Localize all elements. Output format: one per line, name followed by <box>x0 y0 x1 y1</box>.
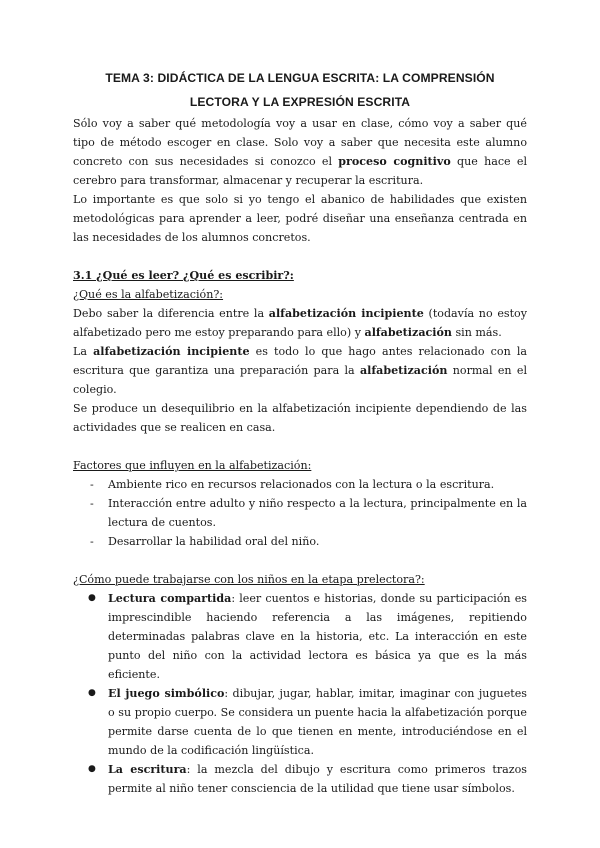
section-paragraph-3: Se produce un desequilibrio en la alfabetización incipiente dependiendo de las actividades que se realicen en casa. <box>73 402 527 434</box>
document-title <box>73 66 527 114</box>
section-heading-3-1: 3.1 ¿Qué es leer? ¿Qué es escribir?: <box>73 269 294 282</box>
list-item: - Ambiente rico en recursos relacionados con la lectura o la escritura. <box>73 475 527 494</box>
factors-heading: Factores que influyen en la alfabetización: <box>73 459 312 472</box>
list-item: ● Lectura compartida: leer cuentos e historias, donde su participación es imprescindible haciendo referencia a las imágenes, repitiendo determinadas palabras clave en la historia, etc. La interacción en este punto del niño con la actividad lectora es básica ya que es la más eficiente. <box>73 589 527 684</box>
dash-marker: - <box>90 478 94 491</box>
subheading-alfabetizacion: ¿Qué es la alfabetización?: <box>73 288 224 301</box>
list-item: ● La escritura: la mezcla del dibujo y escritura como primeros trazos permite al niño tener consciencia de la utilidad que tiene usar símbolos. <box>73 760 527 798</box>
list-item: ● El juego simbólico: dibujar, jugar, hablar, imitar, imaginar con juguetes o su propio cuerpo. Se considera un puente hacia la alfabetización porque permite darse cuenta de lo que tienen en mente, introduciéndose en el mundo de la codificación lingüística. <box>73 684 527 760</box>
title-line-1: TEMA 3: DIDÁCTICA DE LA LENGUA ESCRITA: LA COMPRENSIÓN <box>105 71 495 85</box>
section-paragraph-2: La alfabetización incipiente es todo lo que hago antes relacionado con la escritura que garantiza una preparación para la alfabetización normal en el colegio. <box>73 345 528 396</box>
section-paragraph-1: Debo saber la diferencia entre la alfabetización incipiente (todavía no estoy alfabetizado pero me estoy preparando para ello) y alfabetización sin más. <box>73 307 527 339</box>
intro-paragraph-1: Sólo voy a saber qué metodología voy a usar en clase, cómo voy a saber qué tipo de método escoger en clase. Solo voy a saber que necesita este alumno concreto con sus necesidades si conozco el proceso cognitivo que hace el cerebro para transformar, almacenar y recuperar la escritura. <box>73 117 527 187</box>
bullet-icon: ● <box>88 593 96 603</box>
title-line-2: LECTORA Y LA EXPRESIÓN ESCRITA <box>189 95 411 109</box>
prereading-heading: ¿Cómo puede trabajarse con los niños en la etapa prelectora?: <box>73 573 425 586</box>
factors-list <box>73 475 527 551</box>
bullet-icon: ● <box>88 764 96 774</box>
list-item: - Desarrollar la habilidad oral del niño. <box>73 532 527 551</box>
document-page <box>73 66 527 798</box>
prereading-list <box>73 589 527 798</box>
intro-paragraph-2: Lo importante es que solo si yo tengo el abanico de habilidades que existen metodológicas para aprender a leer, podré diseñar una enseñanza centrada en las necesidades de los alumnos concretos. <box>73 193 527 244</box>
dash-marker: - <box>90 535 94 548</box>
list-item: - Interacción entre adulto y niño respecto a la lectura, principalmente en la lectura de cuentos. <box>73 494 527 532</box>
dash-marker: - <box>90 497 94 510</box>
bullet-icon: ● <box>88 688 96 698</box>
